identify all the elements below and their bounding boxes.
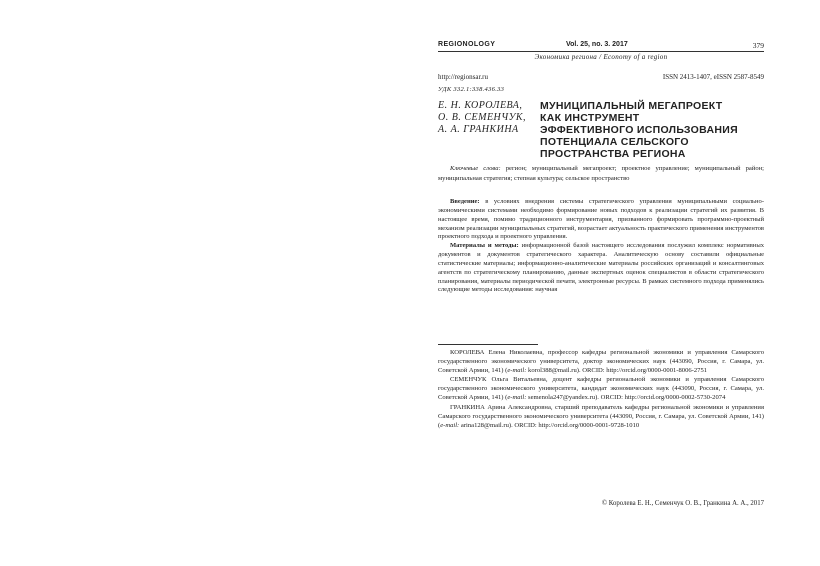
author-name: А. А. ГРАНКИНА [438,124,519,135]
note-contact: semenola247@yandex.ru). ORCID: http://orcid.org/0000-0002-5730-2074 [526,394,726,402]
author-name: О. В. СЕМЕНЧУК, [438,112,527,123]
title-line: КАК ИНСТРУМЕНТ [540,112,640,124]
section-subtitle: Экономика региона / Economy of a region [534,53,668,61]
methods-text: информационной базой настоящего исследования послужил комплекс нормативных документов и документов стратегического характера. Аналитическую основу составили официальные статистические материалы; информационно-аналитические материалы российских организаций и консалтинговых агентств по стратегическому планированию, данные экспертных оценок специалистов в области стратегического планирования, материалы периодической печати, электронные ресурсы. В рамках системного подхода применялись следующие методы исследования: научная [438,242,764,294]
abstract-body [438,198,764,295]
issn: ISSN 2413-1407, eISSN 2587-8549 [662,73,764,81]
note-text: КОРОЛЕВА Елена Николаевна, профессор кафедры региональной экономики и управления Самарского государственного экономического университета, доктор экономических наук (443090, Россия, г. Самара, ул. Советской Армии, 141) ( [438,349,764,375]
title-line: ЭФФЕКТИВНОГО ИСПОЛЬЗОВАНИЯ [540,124,738,136]
keywords [438,164,764,184]
note-contact: korol388@mail.ru). ORCID: http://orcid.org/0000-0001-8006-2751 [526,367,708,375]
copyright: © Королева Е. Н., Семенчук О. В., Гранкина А. А., 2017 [601,500,764,507]
note-text: ГРАНКИНА Арина Александровна, старший преподаватель кафедры региональной экономики и управления Самарского государственного экономического университета (443090, Россия, г. Самара, ул. Советской Армии, 141) ( [438,403,764,429]
author-name: Е. Н. КОРОЛЕВА, [438,100,523,111]
intro-paragraph [438,198,764,242]
title-line: ПОТЕНЦИАЛА СЕЛЬСКОГО [540,136,689,148]
methods-paragraph [438,242,764,295]
author-note [438,348,764,375]
issue-info: Vol. 25, no. 3. 2017 [566,41,628,48]
intro-text: в условиях внедрения системы стратегического управления муниципальными социально-экономическими системами необходимо формирование новых подходов к реализации стратегий их развития. В настоящее время, помимо традиционного инструментария, призванного формировать программно-проектный механизм реализации муниципальных стратегий, возрастает актуальность практического применения инструментов проектного подхода и проектного управления. [438,198,764,241]
running-header [438,40,764,52]
footnote-divider [438,344,538,345]
title-line: МУНИЦИПАЛЬНЫЙ МЕГАПРОЕКТ [540,100,723,112]
udk-code: УДК 332.1:338.436.33 [438,86,505,93]
title-line: ПРОСТРАНСТВА РЕГИОНА [540,148,686,160]
author-notes [438,348,764,430]
journal-url[interactable]: http://regionsar.ru [438,73,488,81]
email-label: e-mail: [440,421,460,429]
email-label: e-mail: [507,394,527,402]
note-contact: arina128@mail.ru). ORCID: http://orcid.org/0000-0001-9728-1010 [459,421,640,429]
note-text: СЕМЕНЧУК Ольга Витальевна, доцент кафедры региональной экономики и управления Самарского государственного экономического университета, кандидат экономических наук (443090, Россия, г. Самара, ул. Советской Армии, 141) ( [438,376,764,402]
email-label: e-mail: [507,367,527,375]
keywords-label: Ключевые слова: [450,165,501,172]
intro-label: Введение: [450,198,480,205]
author-note [438,375,764,402]
keywords-text: регион; муниципальный мегапроект; проектное управление; муниципальный район; муниципальная стратегия; степная культура; сельское пространство [438,165,765,182]
methods-label: Материалы и методы: [450,242,519,250]
journal-name: REGIONOLOGY [438,41,496,48]
author-list [438,100,534,136]
page-number: 379 [752,41,764,50]
article-title [540,100,764,160]
author-note [438,403,764,430]
